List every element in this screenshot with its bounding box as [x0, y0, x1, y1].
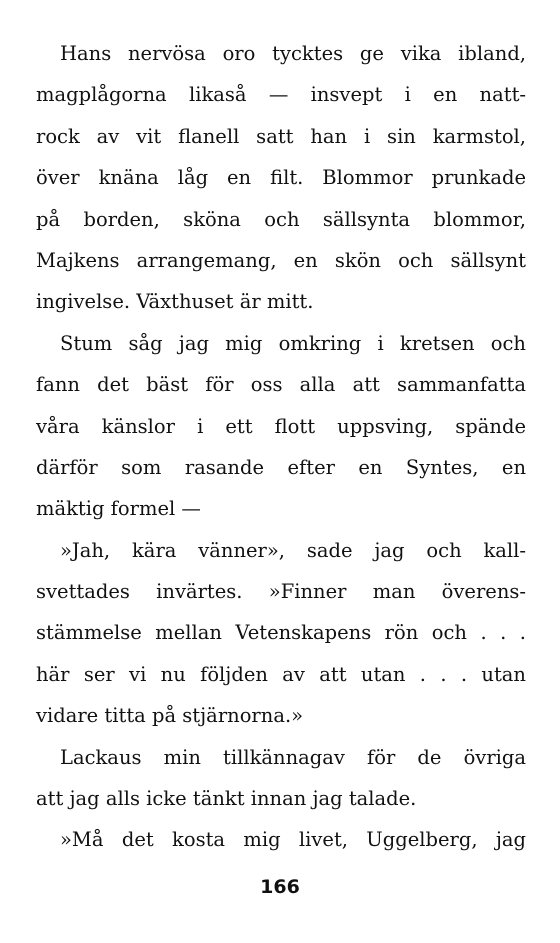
text-line: »Må det kosta mig livet, Uggelberg, jag — [60, 828, 526, 852]
text-line: Hans nervösa oro tycktes ge vika ibland, — [60, 42, 526, 65]
text-line: här ser vi nu följden av att utan . . . utan — [36, 662, 526, 686]
text-line: att jag alls icke tänkt innan jag talade. — [36, 787, 417, 811]
text-line: svettades invärtes. »Finner man överens- — [36, 580, 526, 604]
text-line: ingivelse. Växthuset är mitt. — [36, 290, 314, 314]
text-line: våra känslor i ett flott uppsving, spände — [36, 414, 526, 438]
text-line: »Jah, kära vänner», sade jag och kall- — [60, 538, 526, 562]
text-line: Majkens arrangemang, en skön och sällsynt — [36, 248, 526, 272]
text-line: stämmelse mellan Vetenskapens rön och . . . — [36, 621, 526, 645]
text-line: därför som rasande efter en Syntes, en — [36, 455, 526, 479]
text-line: rock av vit flanell satt han i sin karmstol, — [36, 124, 526, 148]
text-line: över knäna låg en filt. Blommor prunkade — [36, 166, 526, 190]
text-line: Lackaus min tillkännagav för de övriga — [60, 745, 526, 769]
page-number: 166 — [260, 876, 300, 898]
text-line: Stum såg jag mig omkring i kretsen och — [60, 331, 526, 355]
text-line: på borden, sköna och sällsynta blommor, — [36, 207, 526, 231]
body-text — [36, 33, 526, 861]
text-line: vidare titta på stjärnorna.» — [36, 704, 304, 728]
text-line: mäktig formel — — [36, 497, 201, 521]
text-line: magplågorna likaså — insvept i en natt- — [36, 83, 526, 107]
text-line: fann det bäst för oss alla att sammanfatta — [36, 373, 526, 397]
